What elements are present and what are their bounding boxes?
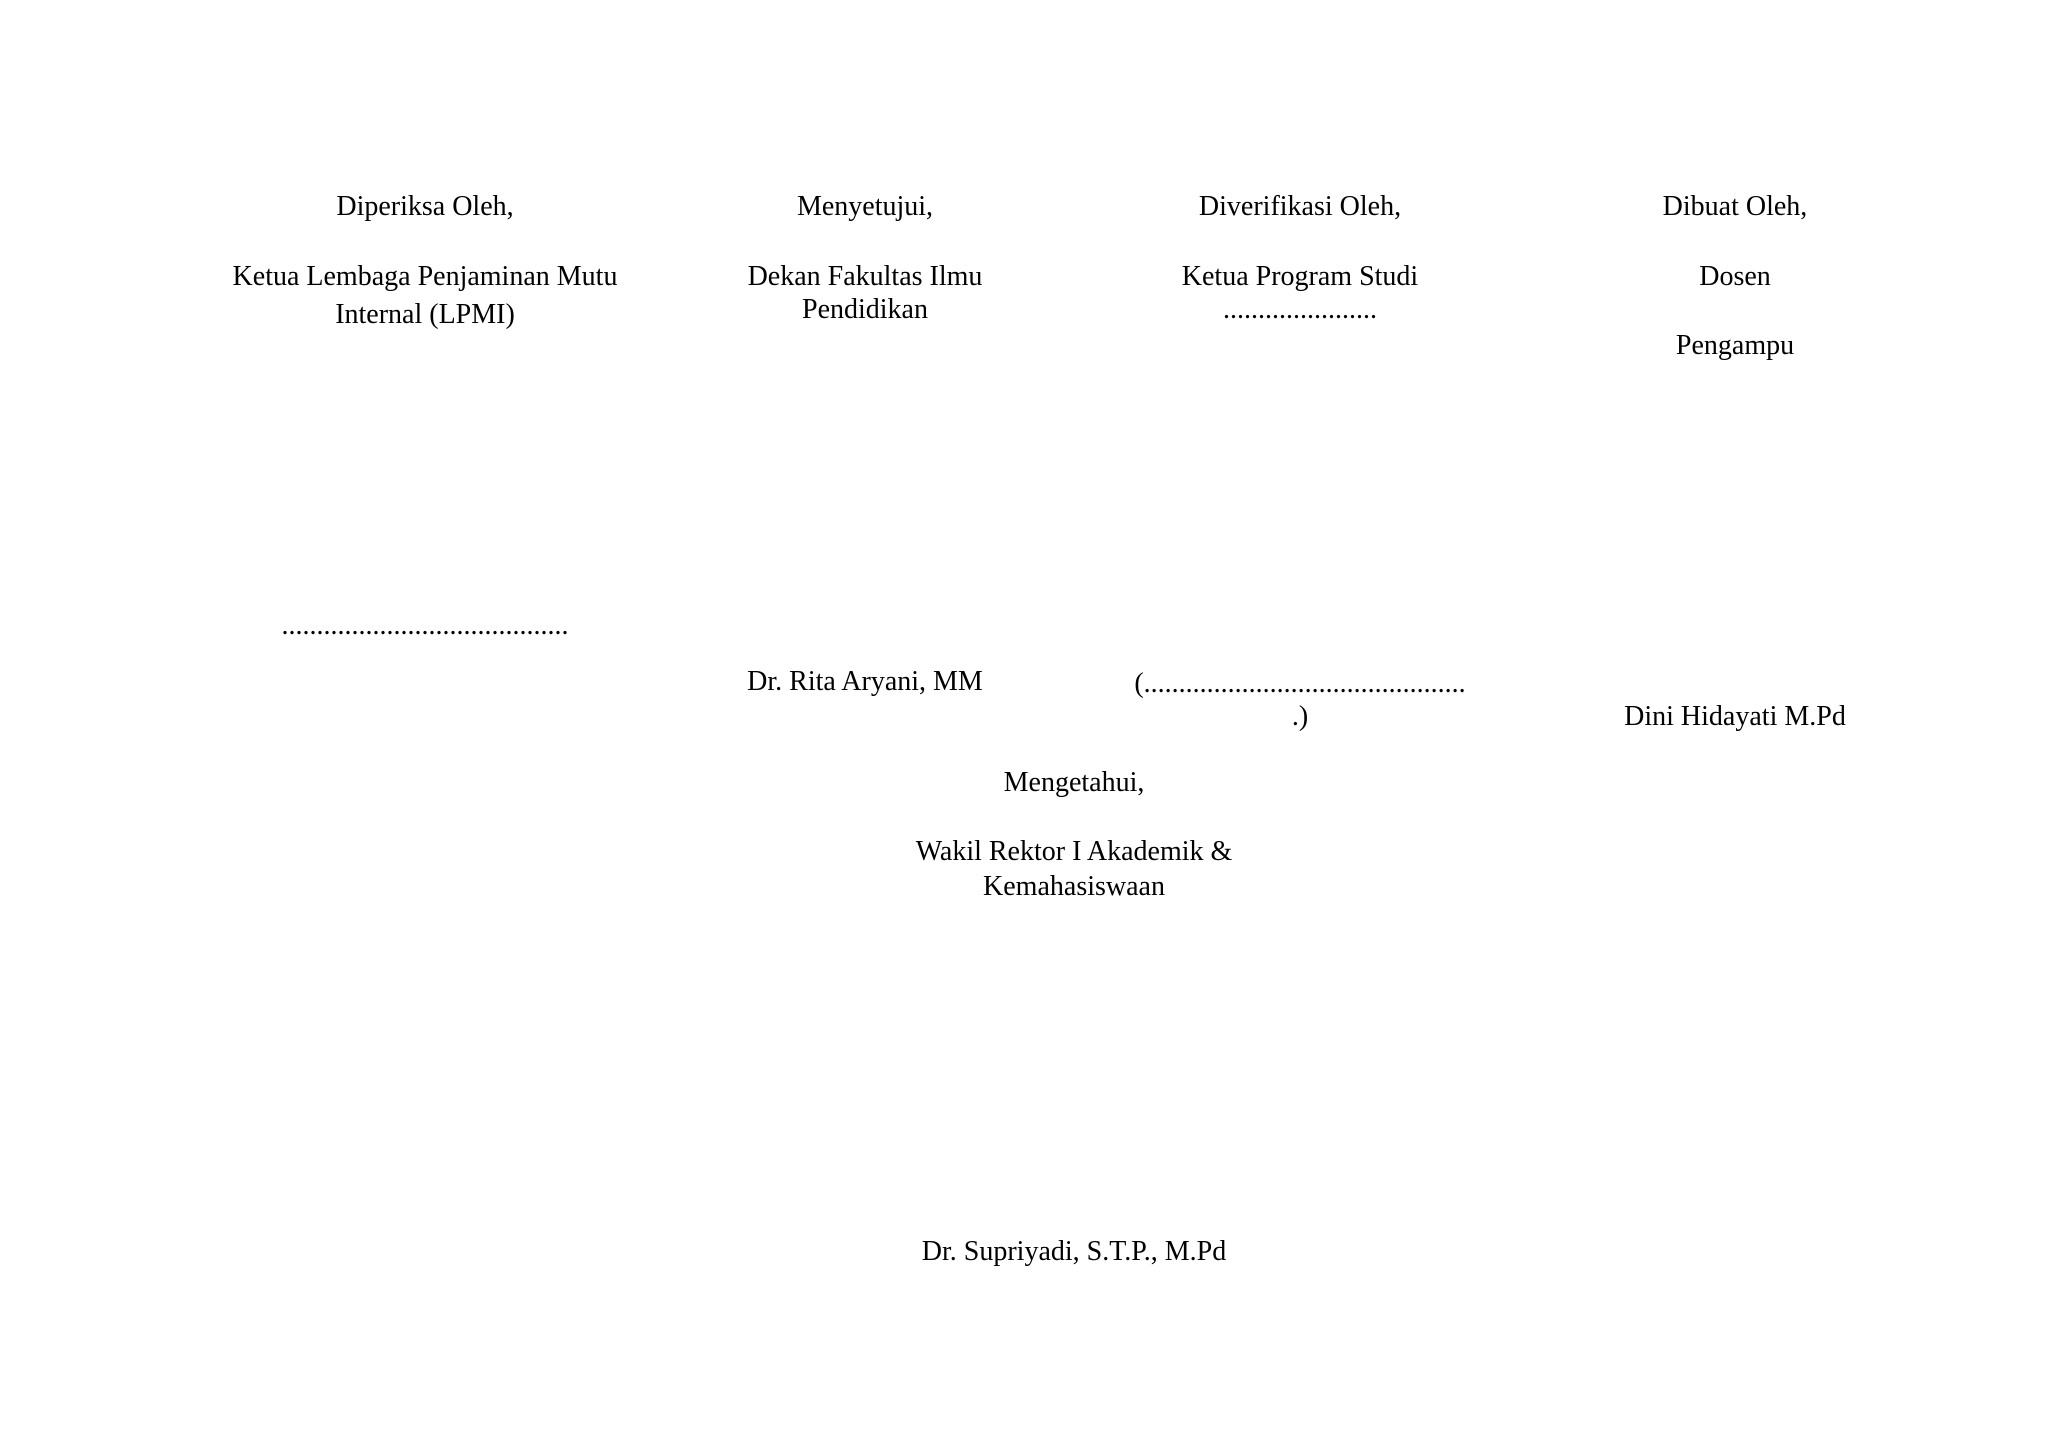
prepared-by-heading: Dibuat Oleh,: [1662, 191, 1808, 222]
examined-by-heading: Diperiksa Oleh,: [336, 191, 514, 222]
acknowledged-by-signatory-name: Dr. Supriyadi, S.T.P., M.Pd: [921, 1236, 1227, 1267]
acknowledged-by-role-line2: Kemahasiswaan: [983, 871, 1165, 902]
approved-by-heading: Menyetujui,: [796, 191, 934, 222]
verified-by-role-line1: Ketua Program Studi: [1181, 261, 1419, 292]
approved-by-signatory-name: Dr. Rita Aryani, MM: [747, 666, 983, 697]
approved-by-role-line2: Pendidikan: [802, 294, 928, 325]
prepared-by-role-line1: Dosen: [1699, 261, 1771, 292]
examined-by-signature-line: .........................................: [281, 610, 569, 641]
acknowledged-by-role-line1: Wakil Rektor I Akademik &: [915, 836, 1233, 867]
prepared-by-role-line2: Pengampu: [1675, 330, 1795, 361]
examined-by-role-line1: Ketua Lembaga Penjaminan Mutu: [232, 261, 618, 292]
verified-by-signature-line: (..............................................: [1134, 668, 1466, 699]
prepared-by-signatory-name: Dini Hidayati M.Pd: [1624, 701, 1846, 732]
verified-by-heading: Diverifikasi Oleh,: [1198, 191, 1402, 222]
verified-by-signature-line-end: .): [1291, 701, 1309, 732]
examined-by-role-line2: Internal (LPMI): [335, 299, 515, 330]
verified-by-role-line2: ......................: [1223, 294, 1377, 325]
approved-by-role-line1: Dekan Fakultas Ilmu: [747, 261, 983, 292]
acknowledged-by-heading: Mengetahui,: [1003, 767, 1145, 798]
